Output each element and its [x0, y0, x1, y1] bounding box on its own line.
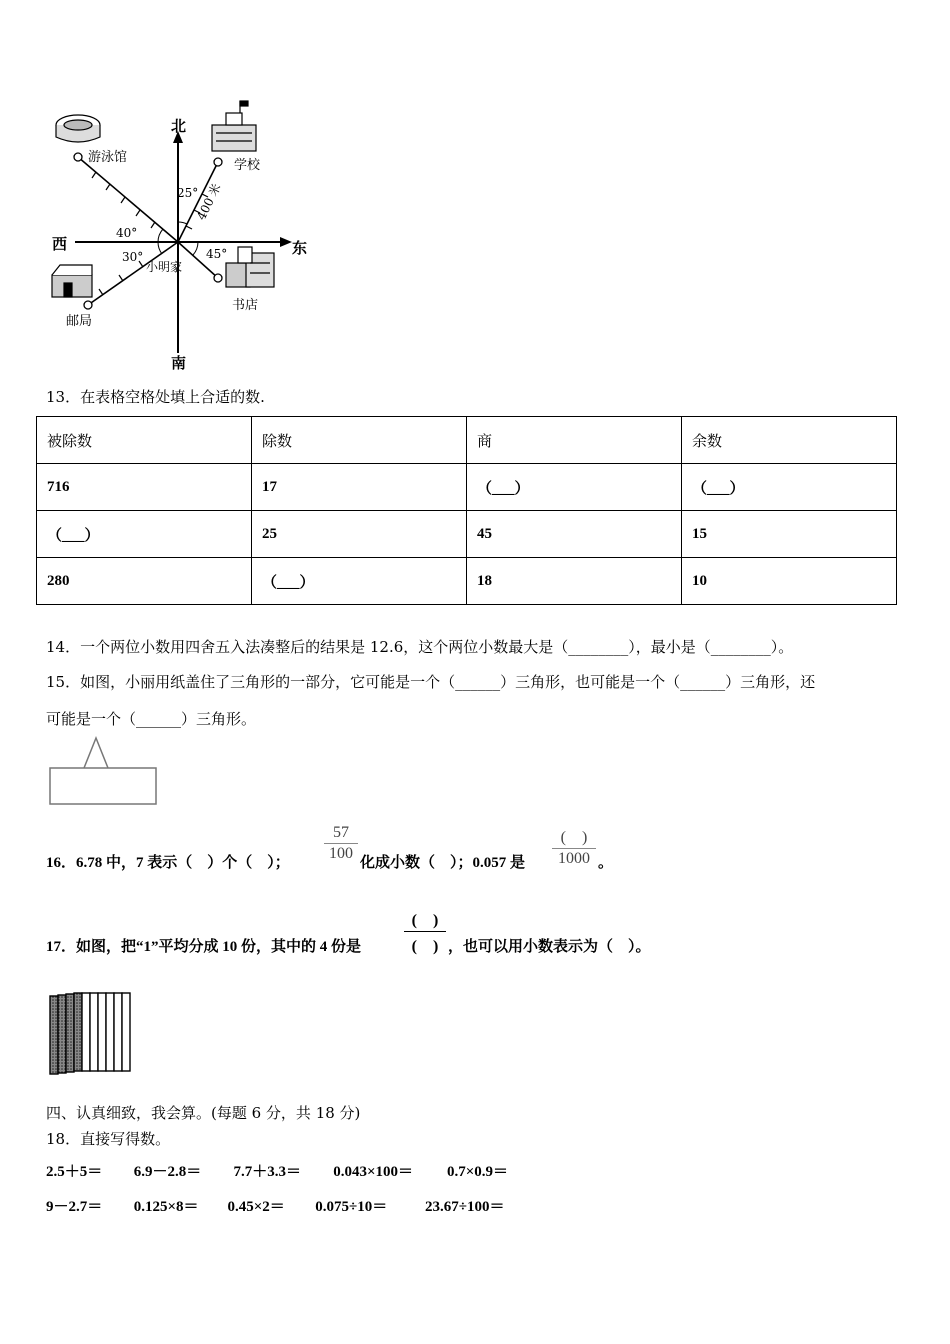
label-post-office: 邮局 — [66, 314, 93, 329]
header-dividend: 被除数 — [37, 417, 252, 464]
q14-text: 14．一个两位小数用四舍五入法凑整后的结果是 12.6，这个两位小数最大是（________），最小是（________）。 — [46, 638, 794, 656]
calc-item: 2.5＋5＝ — [46, 1164, 103, 1180]
label-bookstore: 书店 — [232, 298, 259, 313]
east-arrow — [280, 237, 292, 247]
q15-line2: 可能是一个（______）三角形。 — [46, 710, 257, 728]
ten-strips-figure — [46, 990, 138, 1076]
label-angle-school: 25° — [177, 186, 199, 200]
bookstore-building-icon — [226, 247, 274, 287]
direction-map-figure — [40, 95, 320, 375]
label-pool: 游泳馆 — [88, 150, 128, 165]
table-cell-blank[interactable]: （___） — [37, 511, 252, 558]
q17-part2: ，也可以用小数表示为（ ）。 — [448, 939, 651, 955]
division-table — [36, 416, 897, 605]
header-divisor: 除数 — [252, 417, 467, 464]
label-east: 东 — [292, 239, 308, 257]
calc-item: 7.7＋3.3＝ — [233, 1164, 302, 1180]
calc-item: 0.075÷10＝ — [315, 1199, 388, 1215]
label-north: 北 — [171, 117, 187, 135]
label-angle-pool: 40° — [116, 226, 138, 240]
label-angle-bookstore: 45° — [206, 247, 228, 261]
q16-fraction-57-100 — [324, 824, 358, 863]
q16-part1: 16．6.78 中，7 表示（ ）个（ ）； — [46, 855, 290, 871]
calc-item: 0.043×100＝ — [333, 1164, 414, 1180]
table-cell-blank[interactable]: （___） — [467, 464, 682, 511]
q16-fraction-blank-1000 — [552, 824, 596, 868]
label-west: 西 — [52, 235, 68, 253]
table-cell: 18 — [467, 558, 682, 605]
fraction-denominator: 100 — [329, 845, 353, 862]
fraction-denominator: ( ) — [411, 938, 439, 955]
q17-fraction-blank — [404, 907, 446, 956]
calc-item: 23.67÷100＝ — [425, 1199, 505, 1215]
calc-item: 0.7×0.9＝ — [447, 1164, 509, 1180]
q13-title: 13．在表格空格处填上合适的数. — [46, 388, 265, 406]
header-quotient: 商 — [467, 417, 682, 464]
calc-item: 0.125×8＝ — [133, 1199, 199, 1215]
label-south: 南 — [171, 354, 187, 372]
table-cell: 280 — [37, 558, 252, 605]
calc-item: 9－2.7＝ — [46, 1199, 103, 1215]
table-row — [37, 464, 897, 511]
q16-part2: 化成小数（ ）；0.057 是 — [360, 855, 526, 871]
q15-line1: 15．如图，小丽用纸盖住了三角形的一部分，它可能是一个（______）三角形，也可能是一个（______）三角形，还 — [46, 673, 816, 691]
table-cell: 15 — [682, 511, 897, 558]
fraction-numerator: ( ) — [411, 912, 439, 929]
table-row — [37, 511, 897, 558]
label-school: 学校 — [234, 158, 261, 173]
fraction-numerator: 57 — [333, 824, 349, 841]
table-cell: 17 — [252, 464, 467, 511]
q18-row2 — [46, 1195, 504, 1216]
label-center: 小明家 — [146, 260, 183, 274]
school-building-icon — [212, 101, 256, 151]
q18-title: 18．直接写得数。 — [46, 1130, 171, 1148]
label-distance-school: 400 米 — [194, 181, 224, 223]
table-cell: 10 — [682, 558, 897, 605]
section4-title: 四、认真细致，我会算。(每题 6 分，共 18 分) — [46, 1104, 361, 1122]
q18-row1 — [46, 1160, 508, 1181]
post-office-building-icon — [52, 265, 92, 297]
calc-item: 6.9－2.8＝ — [133, 1164, 202, 1180]
pool-building-icon — [56, 115, 100, 142]
table-cell: 45 — [467, 511, 682, 558]
header-remainder: 余数 — [682, 417, 897, 464]
fraction-numerator: ( ) — [560, 829, 588, 846]
table-row — [37, 558, 897, 605]
table-header-row — [37, 417, 897, 464]
table-cell-blank[interactable]: （___） — [682, 464, 897, 511]
table-cell: 716 — [37, 464, 252, 511]
table-cell: 25 — [252, 511, 467, 558]
label-angle-post: 30° — [122, 250, 144, 264]
calc-item: 0.45×2＝ — [227, 1199, 285, 1215]
q16-part3: 。 — [598, 855, 614, 871]
fraction-denominator: 1000 — [558, 850, 590, 867]
covered-triangle-figure — [48, 735, 160, 807]
q17-part1: 17．如图，把“1”平均分成 10 份，其中的 4 份是 — [46, 939, 362, 955]
table-cell-blank[interactable]: （___） — [252, 558, 467, 605]
